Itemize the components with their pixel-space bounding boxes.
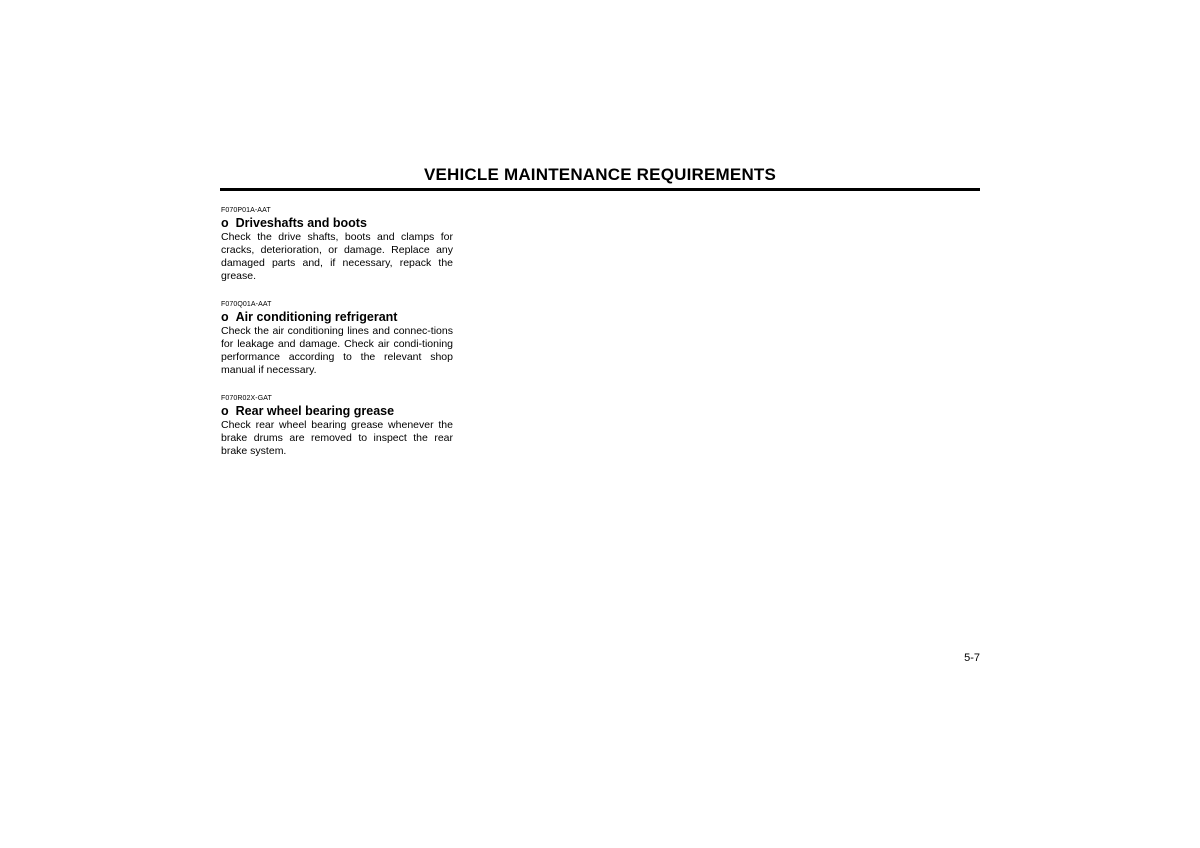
bullet-marker: o bbox=[221, 310, 229, 324]
section-heading bbox=[221, 310, 453, 325]
section-body: Check the air conditioning lines and connec-tions for leakage and damage. Check air condi-tioning performance according to the relevant shop manual if necessary. bbox=[221, 325, 453, 376]
section-title: Rear wheel bearing grease bbox=[235, 404, 395, 418]
section-rear-wheel-bearing bbox=[221, 394, 453, 458]
section-body: Check the drive shafts, boots and clamps for cracks, deterioration, or damage. Replace any damaged parts and, if necessary, repack the grease. bbox=[221, 231, 453, 282]
page-header bbox=[220, 164, 980, 186]
section-code: F070Q01A-AAT bbox=[221, 301, 272, 308]
section-code: F070P01A-AAT bbox=[221, 207, 271, 214]
page-title: VEHICLE MAINTENANCE REQUIREMENTS bbox=[423, 165, 777, 184]
bullet-marker: o bbox=[221, 216, 229, 230]
section-driveshafts bbox=[221, 206, 453, 283]
section-title: Air conditioning refrigerant bbox=[235, 310, 398, 324]
section-heading bbox=[221, 216, 453, 231]
header-rule bbox=[220, 188, 980, 191]
section-title: Driveshafts and boots bbox=[235, 216, 367, 230]
section-body: Check rear wheel bearing grease whenever the brake drums are removed to inspect the rear brake system. bbox=[221, 419, 453, 457]
page-number: 5-7 bbox=[964, 652, 980, 664]
bullet-marker: o bbox=[221, 404, 229, 418]
content-column bbox=[221, 206, 453, 475]
section-heading bbox=[221, 404, 453, 419]
section-code: F070R02X-GAT bbox=[221, 395, 272, 402]
section-air-conditioning bbox=[221, 300, 453, 377]
